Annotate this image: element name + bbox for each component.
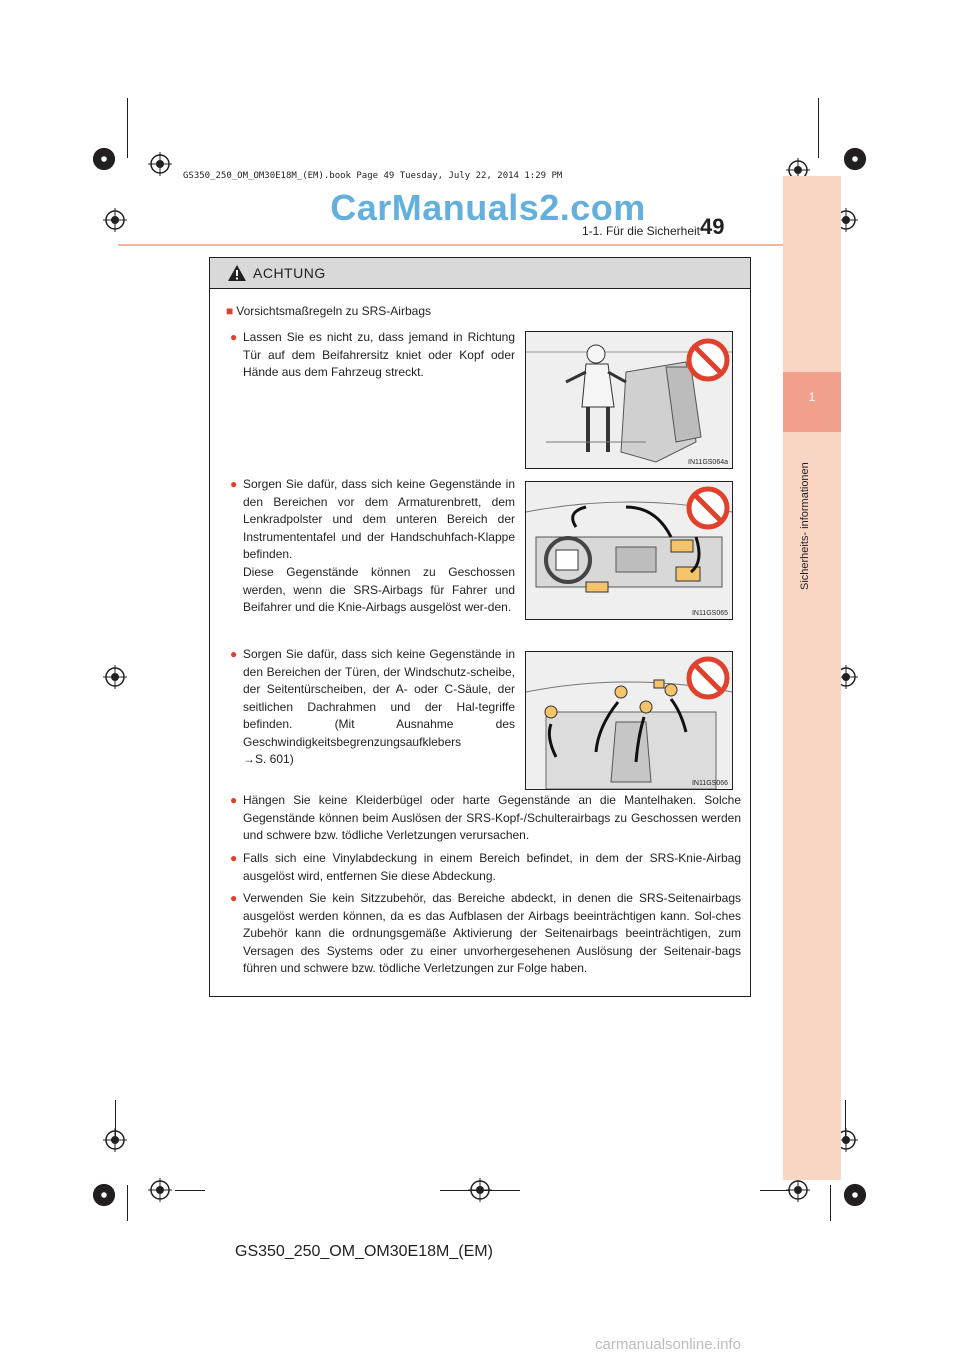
illustration-dashboard — [525, 481, 733, 620]
bullet-icon: ● — [230, 851, 238, 865]
image-caption: IN11GS065 — [691, 610, 728, 617]
bullet-icon: ● — [230, 477, 238, 491]
document-code: GS350_250_OM_OM30E18M_(EM) — [235, 1243, 493, 1260]
crop-line — [830, 1185, 831, 1221]
chapter-sidebar — [783, 176, 841, 1180]
list-item-continuation: Diese Gegenstände können zu Geschossen werden, wenn die SRS-Airbags für Fahrer und Beifahrer und die Knie-Airbags ausgelöst wer-den. — [243, 565, 515, 614]
crop-line — [818, 98, 819, 158]
list-item: ● Verwenden Sie kein Sitzzubehör, das Bereiche abdeckt, in denen die SRS-Seitenairbags ausgelöst werden können, da es das Aufblasen der Airbags beeinträchtigen kann. Sol-ches Zubehör kann die ordnungsgemäße Aktivierung der Seitenairbags beeinträchtigen, zum Versagen des Systems oder zu einer unvorhergesehenen Auslösung der Seitenair-bags führen und schwere bzw. tödliche Verletzungen zur Folge haben. — [230, 891, 741, 975]
list-item: ● Falls sich eine Vinylabdeckung in einem Bereich befindet, in dem der SRS-Knie-Airbag ausgelöst wird, entfernen Sie diese Abdeckung. — [230, 851, 741, 883]
header-rule — [118, 244, 783, 246]
crop-line — [760, 1190, 790, 1191]
illustration-passenger — [525, 331, 733, 469]
warning-triangle-icon — [227, 264, 247, 282]
illustration-interior — [525, 651, 733, 790]
section-title: 1-1. Für die Sicherheit — [581, 224, 700, 238]
chapter-label-wrap — [781, 440, 811, 590]
prohibition-icon — [689, 341, 727, 379]
bullet-icon: ● — [230, 793, 238, 807]
bullet-icon: ● — [230, 891, 238, 905]
crop-line — [175, 1190, 205, 1191]
sunburst-icon — [92, 1183, 118, 1209]
warning-box — [209, 257, 751, 997]
warning-header — [210, 258, 750, 289]
page-reference: →S. 601) — [243, 752, 294, 766]
crop-line — [440, 1190, 520, 1191]
subheading — [226, 304, 431, 318]
sunburst-icon — [843, 1183, 869, 1209]
bullet-icon: ● — [230, 647, 238, 661]
crosshair-icon — [148, 1178, 172, 1202]
list-item: ● Lassen Sie es nicht zu, dass jemand in Richtung Tür auf dem Beifahrersitz kniet oder Kopf oder Hände aus dem Fahrzeug streckt. — [230, 330, 515, 379]
warning-title: ACHTUNG — [253, 265, 326, 281]
sunburst-icon — [843, 147, 869, 173]
crop-line — [845, 1100, 846, 1140]
list-item: ● Hängen Sie keine Kleiderbügel oder harte Gegenstände an die Mantelhaken. Solche Gegenstände können beim Auslösen der SRS-Kopf-/Schulterairbags zu Geschossen werden und schwere bzw. tödliche Verletzungen verursachen. — [230, 793, 741, 842]
chapter-number: 1 — [808, 390, 816, 404]
subheading-text: Vorsichtsmaßregeln zu SRS-Airbags — [236, 304, 431, 318]
prohibition-icon — [689, 489, 727, 527]
chapter-label: Sicherheits- informationen — [799, 462, 811, 590]
prohibition-icon — [689, 659, 727, 697]
crosshair-icon — [148, 152, 172, 176]
crop-line — [127, 98, 128, 158]
sunburst-icon — [92, 147, 118, 173]
crop-line — [127, 1185, 128, 1221]
crop-line — [115, 1100, 116, 1140]
site-watermark: CarManuals2.com — [330, 187, 646, 228]
list-item: ● Sorgen Sie dafür, dass sich keine Gegenstände in den Bereichen der Türen, der Windschutz-scheibe, der Seitentürscheiben, der A- oder C-Säule, der seitlichen Dachrahmen und der Hal-tegriffe befinden. (Mit Ausnahme des Geschwindigkeitsbegrenzungsaufklebers — [230, 647, 515, 749]
download-watermark: carmanualsonline.info — [595, 1336, 741, 1353]
image-caption: IN11GS064a — [688, 459, 728, 466]
page-number: 49 — [700, 214, 725, 239]
bullet-icon: ● — [230, 330, 238, 344]
image-caption: IN11GS066 — [691, 780, 728, 787]
crosshair-icon — [103, 665, 127, 689]
book-info: GS350_250_OM_OM30E18M_(EM).book Page 49 Tuesday, July 22, 2014 1:29 PM — [183, 171, 563, 181]
crosshair-icon — [103, 208, 127, 232]
list-item: ● Sorgen Sie dafür, dass sich keine Gegenstände in den Bereichen vor dem Armaturenbrett, dem Lenkradpolster und dem unteren Bereich der Instrumententafel und der Handschuhfach-Klappe befinden. — [230, 477, 515, 561]
square-bullet-icon: ■ — [226, 304, 234, 318]
